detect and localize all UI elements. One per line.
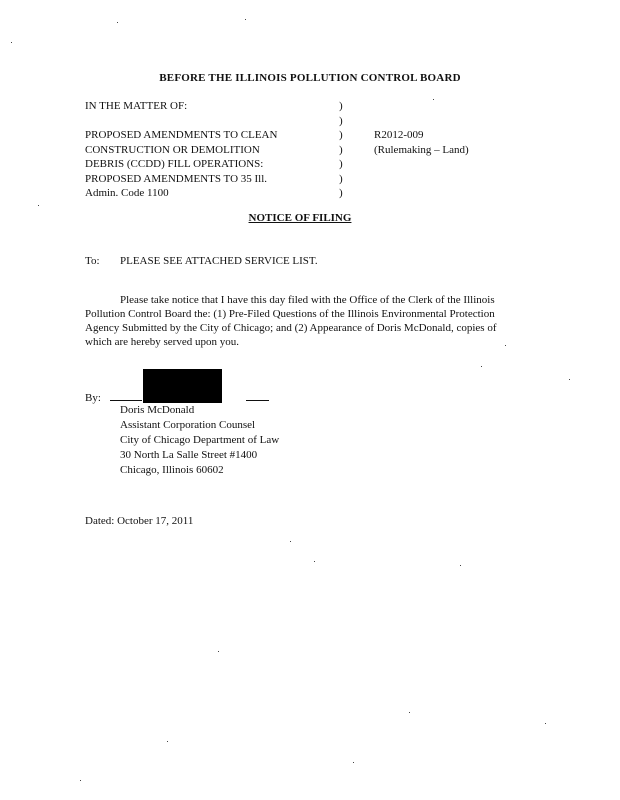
speckle [80,780,81,781]
speckle [245,19,246,20]
document-title: BEFORE THE ILLINOIS POLLUTION CONTROL BOARD [159,72,461,84]
caption-line: Admin. Code 1100 [85,187,169,199]
speckle [460,565,461,566]
caption-line: IN THE MATTER OF: [85,100,188,112]
caption-paren: ) [339,143,343,156]
redacted-signature [143,369,222,403]
speckle [290,541,291,542]
by-label: By: [85,392,101,404]
speckle [314,561,315,562]
signer-title: Assistant Corporation Counsel [120,419,256,431]
caption-line: PROPOSED AMENDMENTS TO 35 Ill. [85,172,268,185]
caption-line [85,114,277,129]
signer-address: 30 North La Salle Street #1400 [120,449,258,461]
caption-line: DEBRIS (CCDD) FILL OPERATIONS: [85,158,264,170]
speckle [117,22,118,23]
signer-city: Chicago, Illinois 60602 [120,464,224,476]
speckle [569,379,570,380]
to-text: PLEASE SEE ATTACHED SERVICE LIST. [120,255,318,267]
speckle [218,651,219,652]
signature-block [120,403,279,478]
caption-paren: ) [339,187,343,199]
caption-paren: ) [339,129,343,141]
speckle [545,723,546,724]
case-type: (Rulemaking – Land) [374,143,469,156]
speckle [409,712,410,713]
speckle [353,762,354,763]
signer-name: Doris McDonald [120,404,195,416]
speckle [481,366,482,367]
case-number: R2012-009 [374,129,424,141]
signature-line [110,400,142,401]
speckle [11,42,12,43]
date-line: Dated: October 17, 2011 [85,515,194,527]
caption-paren: ) [339,114,343,127]
case-info [374,128,469,157]
caption-parentheses [339,99,343,201]
body-paragraph: Please take notice that I have this day filed with the Office of the Clerk of the Illinois Pollution Control Board the: (1) Pre-Filed Questions of the Illinois Environmental Protection Agency Submitted by the City of Chicago; and (2) Appearance of Doris McDonald, copies of which are hereby served upon you. [85,294,497,348]
signature-line [246,400,269,401]
speckle [38,205,39,206]
caption-paren: ) [339,172,343,185]
caption-line: PROPOSED AMENDMENTS TO CLEAN [85,129,278,141]
caption-matter [85,99,277,201]
caption-line: CONSTRUCTION OR DEMOLITION [85,143,260,156]
caption-paren: ) [339,100,343,112]
signer-department: City of Chicago Department of Law [120,434,280,446]
caption-paren: ) [339,158,343,170]
speckle [505,345,506,346]
notice-title: NOTICE OF FILING [248,212,352,224]
to-label: To: [85,255,100,267]
speckle [167,741,168,742]
speckle [433,99,434,100]
